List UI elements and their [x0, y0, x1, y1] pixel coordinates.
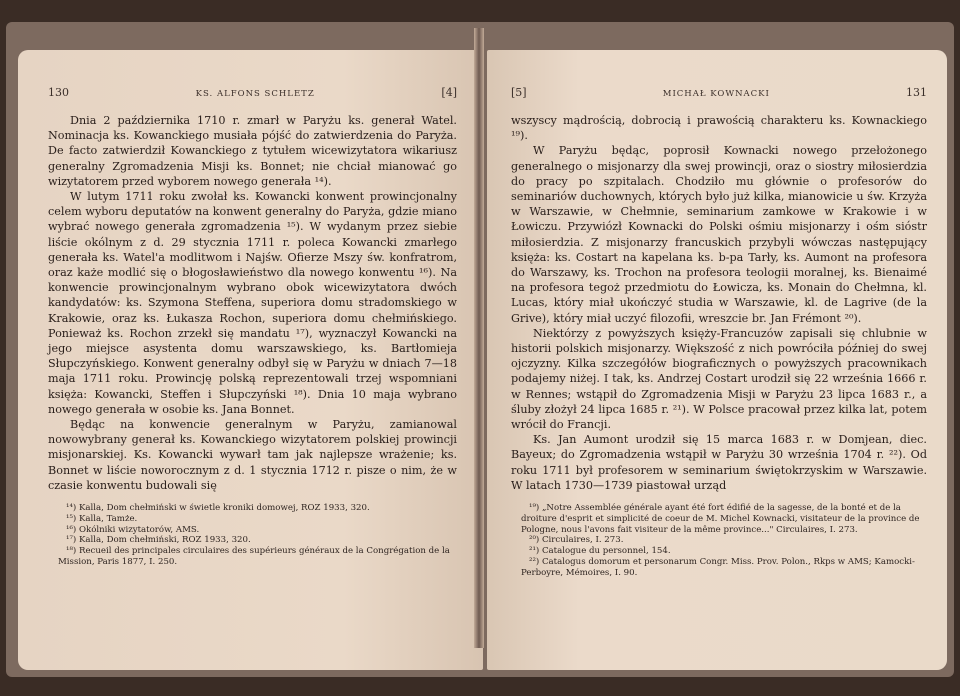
left-page-number: 130	[48, 86, 69, 99]
footnote: ¹⁴) Kalla, Dom chełmiński w świetle kroniki domowej, ROZ 1933, 320.	[66, 503, 370, 514]
right-body-text	[511, 113, 927, 493]
right-footnotes	[511, 503, 927, 579]
footnote: ²¹) Catalogue du personnel, 154.	[529, 546, 671, 557]
right-page-number: 131	[906, 86, 927, 99]
paragraph: Ks. Jan Aumont urodził się 15 marca 1683 r. w Domjean, diec. Bayeux; do Zgromadzenia wstąpił w Paryżu 30 września 1704 r. ²²). Od roku 1711 był profesorem w seminarium świętokrzyskim w Warszawie. W latach 1730—1739 piastował urząd	[511, 433, 927, 492]
left-footnotes	[48, 503, 457, 568]
right-section-mark: [5]	[511, 86, 527, 99]
footnote: ¹⁹) „Notre Assemblée générale ayant été fort édifié de la sagesse, de la bonté et de la droiture d'esprit et simplicité de coeur de M. Michel Kownacki, visitateur de la province de Pologne, nous l'avons fait visiteur de la même province..." Circulaires, I. 273.	[521, 503, 920, 535]
footnote: ²²) Catalogus domorum et personarum Congr. Miss. Prov. Polon., Rkps w AMS; Kamocki-Perboyre, Mémoires, I. 90.	[521, 557, 915, 578]
paragraph: Dnia 2 października 1710 r. zmarł w Paryżu ks. generał Watel. Nominacja ks. Kowanckiego musiała pójść do zatwierdzenia do Paryża. De facto zatwierdził Kowanckiego z tytułem wicewizytatora wikariusz generalny Zgromadzenia Misji ks. Bonnet; nie chciał mianować go wizytatorem przed wyborem nowego generała ¹⁴).	[48, 114, 457, 188]
paragraph: W lutym 1711 roku zwołał ks. Kowancki konwent prowincjonalny celem wyboru deputatów na konwent generalny do Paryża, gdzie miano wybrać nowego generała zgromadzenia ¹⁵). W wydanym przez siebie liście okólnym z d. 29 stycznia 1711 r. poleca Kowancki zmarłego generała ks. Watel'a modlitwom i Najśw. Ofierze Mszy św. konfratrom, oraz każe modlić się o błogosławieństwo dla nowego konwentu ¹⁶). Na konwencie prowincjonalnym wybrano obok wicewizytatora dwóch kandydatów: ks. Szymona Steffena, superiora domu stradomskiego w Krakowie, oraz ks. Łukasza Rochon, superiora domu chełmińskiego. Ponieważ ks. Rochon zrzekł się mandatu ¹⁷), wyznaczył Kowancki na jego miejsce asystenta domu warszawskiego, ks. Bartłomieja Słupczyńskiego. Konwent generalny odbył się w Paryżu w dniach 7—18 maja 1711 roku. Prowincję polską reprezentowali trzej wspomniani księża: Kowancki, Steffen i Słupczyński ¹⁸). Dnia 10 maja wybrano nowego generała w osobie ks. Jana Bonnet.	[48, 190, 457, 416]
book-gutter	[474, 28, 484, 648]
paragraph: Niektórzy z powyższych księży-Francuzów zapisali się chlubnie w historii polskich misjonarzy. Większość z nich powróciła później do swej ojczyzny. Kilka szczegółów biograficznych o powyższych pracownikach podajemy niżej. I tak, ks. Andrzej Costart urodził się 22 września 1666 r. w Rennes; wstąpił do Zgromadzenia Misji w Paryżu 23 lipca 1683 r., a śluby złożył 24 lipca 1685 r. ²¹). W Polsce pracował przez kilka lat, potem wrócił do Francji.	[511, 326, 927, 432]
left-body-text	[48, 113, 457, 493]
left-section-mark: [4]	[441, 86, 457, 99]
right-running-head: MICHAŁ KOWNACKI	[662, 89, 770, 99]
footnote: ²⁰) Circulaires, I. 273.	[529, 535, 624, 546]
footnote: ¹⁷) Kalla, Dom chełmiński, ROZ 1933, 320.	[66, 535, 251, 546]
paragraph: wszyscy mądrością, dobrocią i prawością charakteru ks. Kownackiego ¹⁹).	[511, 114, 927, 143]
left-running-head: KS. ALFONS SCHLETZ	[195, 89, 315, 99]
left-page-header	[48, 86, 457, 99]
paragraph: Będąc na konwencie generalnym w Paryżu, zamianowal nowowybrany generał ks. Kowanckiego wizytatorem polskiej prowincji misjonarskiej. Ks. Kowancki wywarł tam jak najlepsze wrażenie; ks. Bonnet w liście noworocznym z d. 1 stycznia 1712 r. pisze o nim, że w czasie konwentu budowali się	[48, 418, 457, 492]
footnote: ¹⁸) Recueil des principales circulaires des supérieurs généraux de la Congrégation de la Mission, Paris 1877, I. 250.	[58, 546, 450, 568]
right-page	[487, 50, 947, 670]
footnote: ¹⁵) Kalla, Tamże.	[66, 513, 138, 524]
left-page	[18, 50, 483, 670]
right-page-header	[511, 86, 927, 99]
paragraph: W Paryżu będąc, poprosił Kownacki nowego przełożonego generalnego o misjonarzy dla swej prowincji, oraz o siostry miłosierdzia do pracy po szpitalach. Chodziło mu głównie o profesorów do seminariów duchownych, których było już kilka, mianowicie u św. Krzyża w Warszawie, w Chełmnie, seminarium zamkowe w Krakowie i w Łowiczu. Przywiózł Kownacki do Polski ośmiu misjonarzy i ośm sióstr miłosierdzia. Z misjonarzy francuskich przybyli wówczas następujący księża: ks. Costart na kapelana ks. b-pa Tarły, ks. Aumont na profesora do Warszawy, ks. Trochon na profesora teologii moralnej, ks. Bienaimé na profesora tegoż przedmiotu do Łowicza, ks. Monain do Chełmna, kl. Lucas, który miał ukończyć studia w Warszawie, kl. de Lagrive (de la Grive), który miał uczyć filozofii, wreszcie br. Jan Frémont ²⁰).	[511, 144, 927, 325]
footnote: ¹⁶) Okólniki wizytatorów, AMS.	[66, 524, 200, 535]
